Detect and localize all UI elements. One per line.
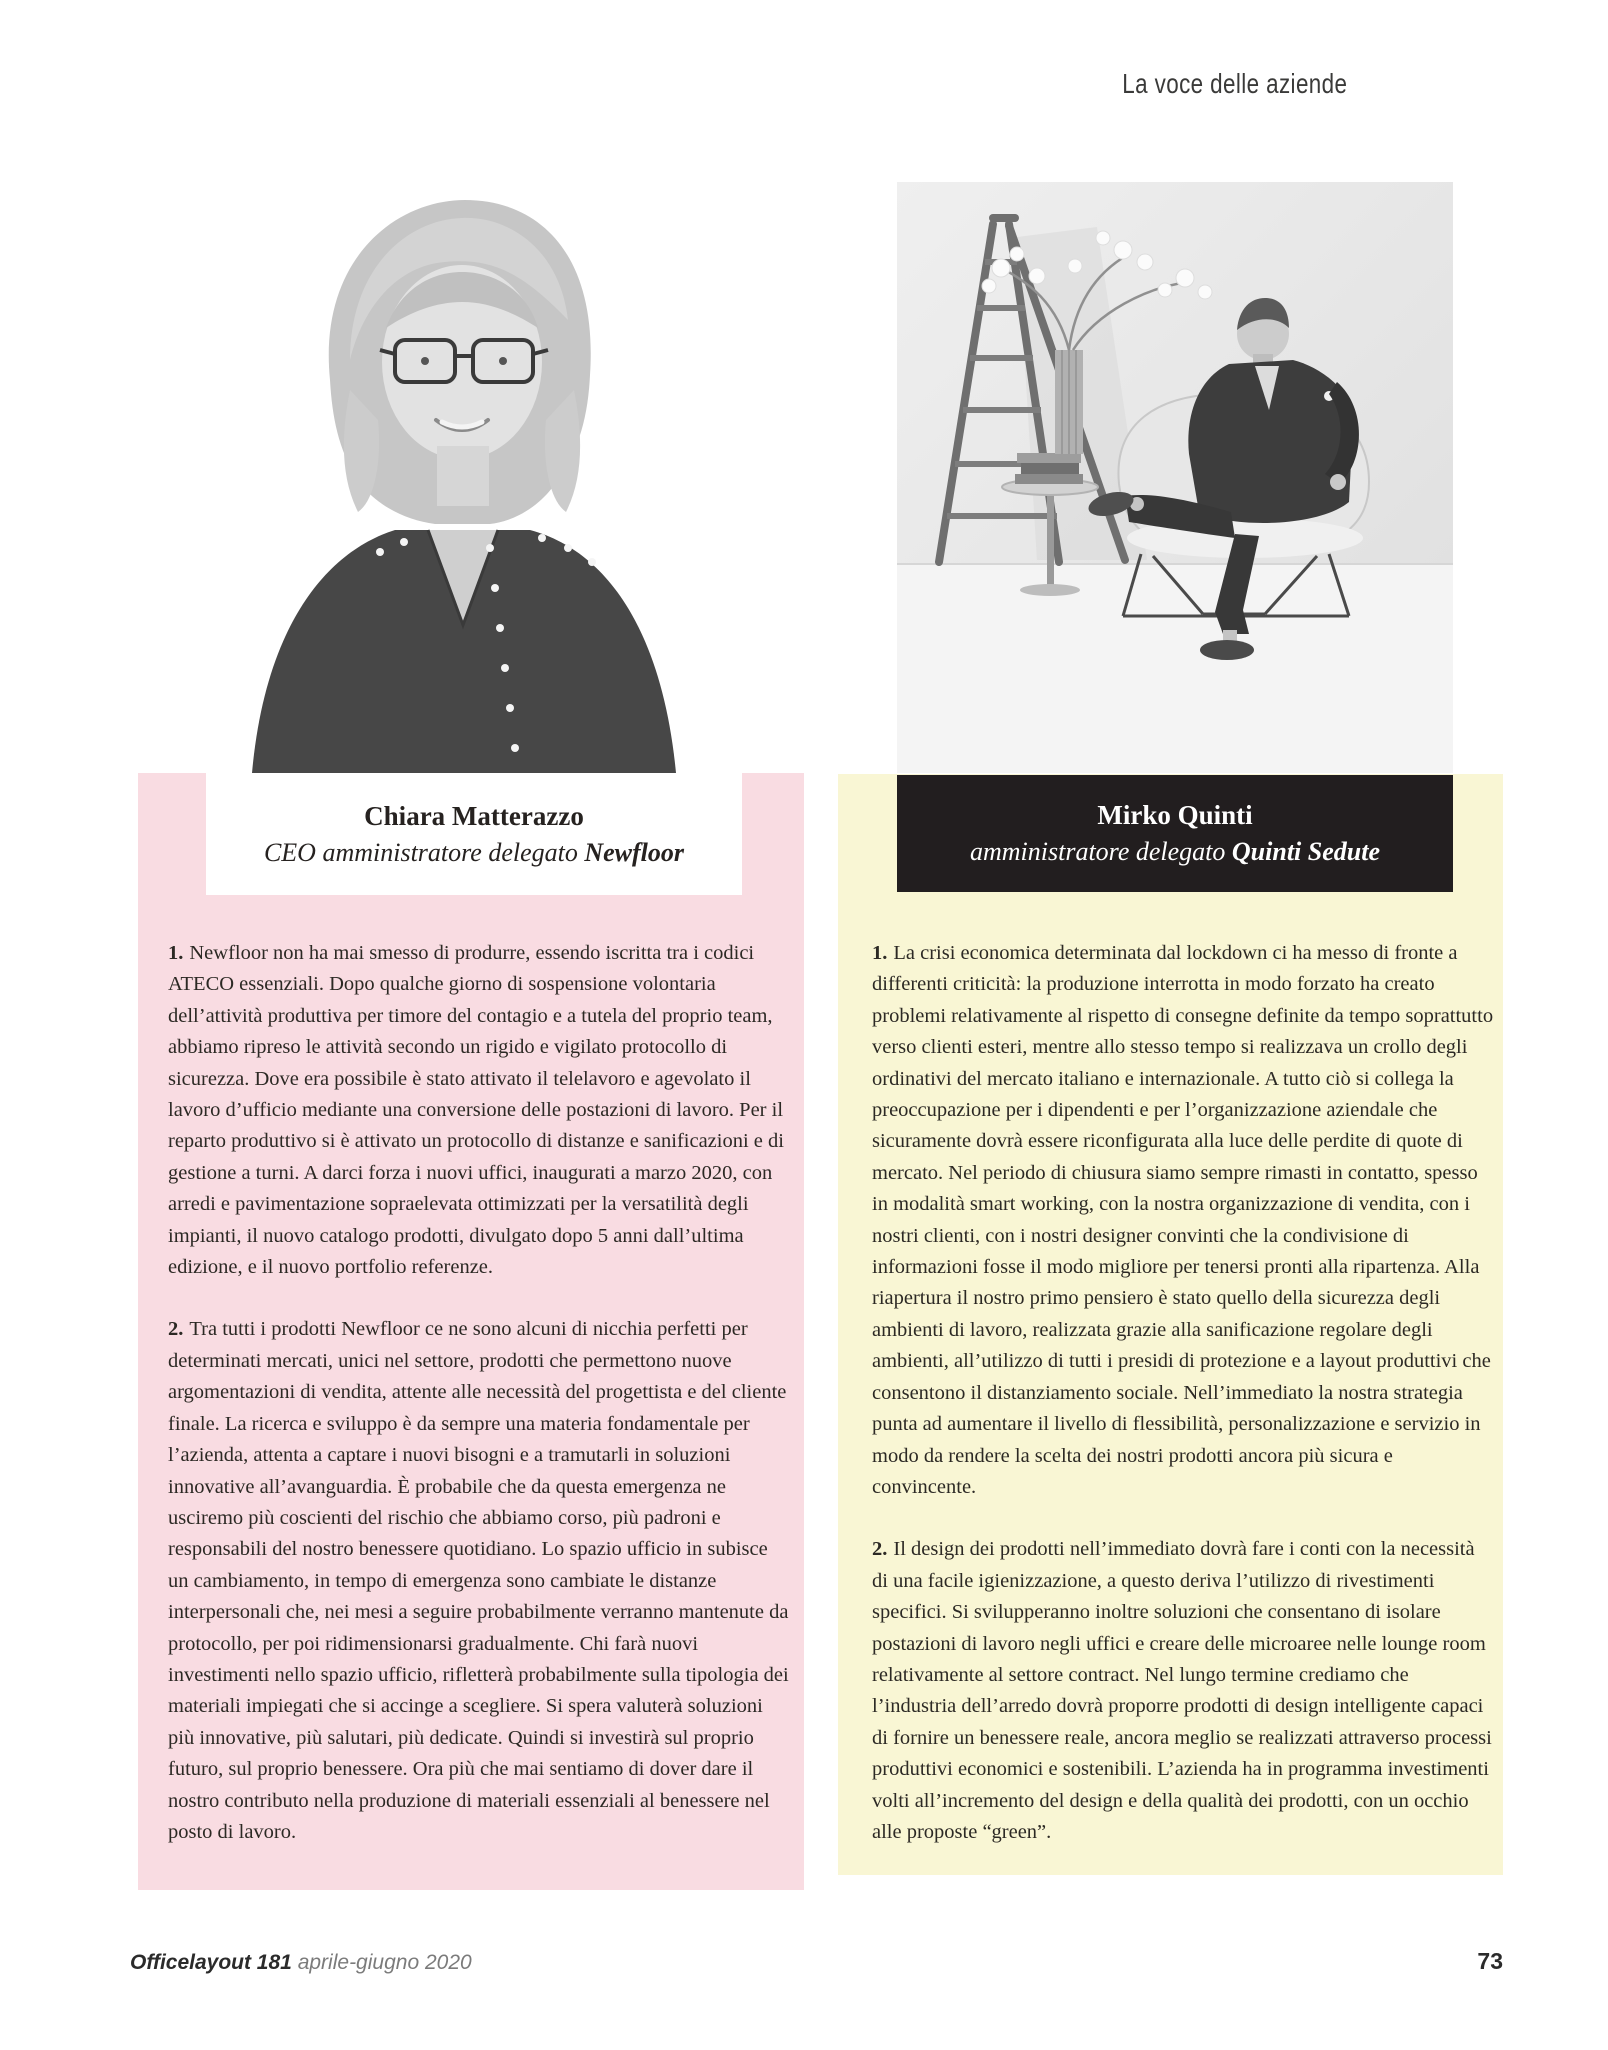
left-paragraph-1-text: Newfloor non ha mai smesso di produrre, essendo iscritta tra i codici ATECO essenziali. Dopo qualche giorno di sospensione volontaria dell’attività produttiva per timore del contagio e a tutela del proprio team, abbiamo ripreso le attività secondo un rigido e vigilato protocollo di sicurezza. Dove era possibile è stato attivato il telelavoro e agevolato il lavoro d’ufficio mediante una conversione delle postazioni di lavoro. Per il reparto produttivo si è attivato un protocollo di distanze e sanificazioni e di gestione a turni. A darci forza i nuovi uffici, inaugurati a marzo 2020, con arredi e pavimentazione sopraelevata ottimizzati per la versatilità degli impianti, il nuovo catalogo prodotti, divulgato dopo 5 anni dall’ultima edizione, e il nuovo portfolio referenze. (168, 942, 784, 1279)
right-paragraph-1-marker: 1. (872, 942, 888, 964)
seated-man-illustration (897, 182, 1453, 773)
left-person-role (264, 838, 684, 868)
right-title-box (897, 775, 1453, 892)
left-paragraph-1-marker: 1. (168, 942, 184, 964)
left-interview-text (168, 938, 790, 1879)
right-interview-text (872, 938, 1495, 1879)
right-company-name: Quinti Sedute (1231, 837, 1380, 867)
left-person-name: Chiara Matterazzo (364, 800, 584, 831)
left-paragraph-2-text: Tra tutti i prodotti Newfloor ce ne sono alcuni di nicchia perfetti per determinati mercati, unici nel settore, prodotti che permettono nuove argomentazioni di vendita, attente alle necessità del progettista e del cliente finale. La ricerca e sviluppo è da sempre una materia fondamentale per l’azienda, attenta a captare i nuovi bisogni e a tramutarli in soluzioni innovative all’avanguardia. È probabile che da questa emergenza ne usciremo più coscienti del rischio che abbiamo corso, più padroni e responsabili del nostro benessere quotidiano. Lo spazio ufficio in subisce un cambiamento, in tempo di emergenza sono cambiate le distanze interpersonali che, nei mesi a seguire probabilmente verranno mantenute da protocollo, per poi ridimensionarsi gradualmente. Chi farà nuovi investimenti nello spazio ufficio, rifletterà probabilmente sulla tipologia dei materiali impiegati che si accinge a scegliere. Si spera valuterà soluzioni più innovative, più salutari, più dedicate. Quindi si investirà sul proprio futuro, sul proprio benessere. Ora più che mai sentiamo di dover dare il nostro contributo nella produzione di materiali essenziali al benessere nel posto di lavoro. (168, 1318, 789, 1843)
footer-page-number: 73 (1477, 1948, 1503, 1974)
right-person-role (970, 837, 1380, 867)
left-company-name: Newfloor (584, 837, 685, 867)
footer-magazine-title: Officelayout 181 (130, 1951, 292, 1974)
footer-magazine-info (130, 1951, 472, 1975)
left-paragraph-2-marker: 2. (168, 1318, 184, 1341)
footer-issue-date: aprile-giugno 2020 (297, 1951, 472, 1974)
left-role-text: CEO amministratore delegato (263, 837, 578, 867)
right-paragraph-2 (872, 1534, 1495, 1848)
portrait-woman-illustration (190, 150, 750, 773)
left-title-box (206, 773, 742, 895)
left-paragraph-1 (168, 938, 790, 1283)
right-paragraph-2-text: Il design dei prodotti nell’immediato dovrà fare i conti con la necessità di una facile igienizzazione, a questo deriva l’utilizzo di rivestimenti specifici. Si svilupperanno inoltre soluzioni che consentano di isolare postazioni di lavoro negli uffici e creare delle microaree nelle lounge room relativamente al settore contract. Nel lungo termine crediamo che l’industria dell’arredo dovrà proporre prodotti di design intelligente capaci di fornire un benessere reale, ancora meglio se realizzati attraverso processi produttivi economici e sostenibili. L’azienda ha in programma investimenti volti all’incremento del design e della qualità dei prodotti, con un occhio alle proposte “green”. (872, 1538, 1492, 1843)
left-paragraph-2 (168, 1314, 790, 1848)
right-paragraph-1 (872, 938, 1495, 1503)
section-header: La voce delle aziende (1121, 68, 1347, 99)
right-paragraph-2-marker: 2. (872, 1538, 888, 1561)
right-paragraph-1-text: La crisi economica determinata dal lockdown ci ha messo di fronte a differenti criticità: la produzione interrotta in modo forzato ha creato problemi relativamente al rispetto di consegne definite da tempo soprattutto verso clienti esteri, mentre allo stesso tempo si realizzava un crollo degli ordinativi del mercato italiano e internazionale. A tutto ciò si collega la preoccupazione per i dipendenti e per l’organizzazione aziendale che sicuramente dovrà essere riconfigurata alla luce delle perdite di quote di mercato. Nel periodo di chiusura siamo sempre rimasti in contatto, spesso in modalità smart working, con la nostra organizzazione di vendita, con i nostri clienti, con i nostri designer convinti che la condivisione di informazioni fosse il modo migliore per tenersi pronti alla ripartenza. Alla riapertura il nostro primo pensiero è stato quello della sicurezza degli ambienti di lavoro, realizzata grazie alla sanificazione regolare degli ambienti, all’utilizzo di tutti i presidi di protezione e a layout produttivi che consentono il distanziamento sociale. Nell’immediato la nostra strategia punta ad aumentare il livello di flessibilità, personalizzazione e servizio in modo da rendere la scelta dei nostri prodotti ancora più sicura e convincente. (872, 942, 1494, 1498)
left-portrait-photo (190, 150, 750, 773)
right-person-name: Mirko Quinti (1097, 800, 1253, 831)
right-role-text: amministratore delegato (970, 837, 1226, 867)
right-seated-photo (897, 182, 1453, 773)
book-stack (1015, 453, 1083, 484)
